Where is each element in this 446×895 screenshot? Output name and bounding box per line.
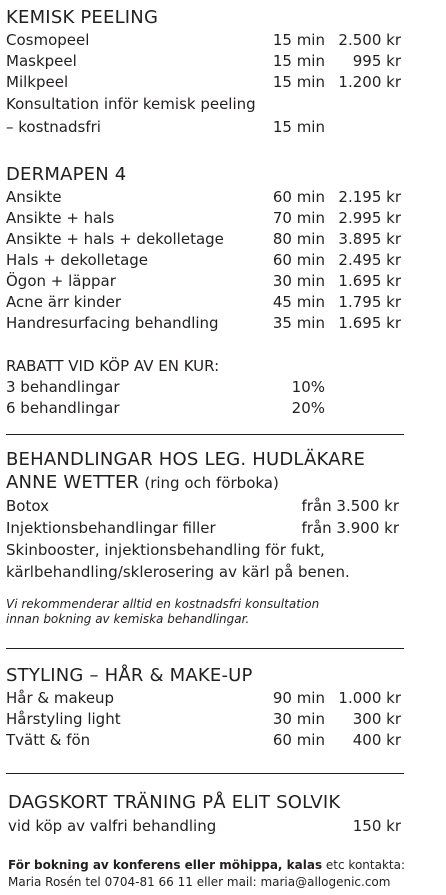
rabatt-heading: RABATT VID KÖP AV EN KUR: — [6, 357, 220, 375]
dermapen-item-name: Hals + dekolletage — [6, 251, 149, 269]
hudlakare-heading-line2 — [6, 472, 279, 493]
dermapen-heading: DERMAPEN 4 — [6, 164, 127, 185]
dermapen-item-time: 70 min — [272, 209, 325, 227]
section-divider — [6, 773, 404, 774]
dermapen-item-time: 30 min — [272, 272, 325, 290]
styling-item-price: 300 kr — [352, 710, 401, 728]
styling-item-name: Tvätt & fön — [6, 731, 91, 749]
hudlakare-item-price: från 3.900 kr — [301, 519, 399, 537]
kemisk-consultation-time: 15 min — [272, 118, 325, 136]
dermapen-item-name: Ansikte + hals — [6, 209, 115, 227]
skinbooster-text: Skinbooster, injektionsbehandling för fukt, — [6, 541, 325, 559]
footer-contact-line2: Maria Rosén tel 0704-81 66 11 eller mail: maria@allogenic.com — [8, 875, 391, 889]
hudlakare-heading: BEHANDLINGAR HOS LEG. HUDLÄKARE — [6, 449, 366, 470]
rabatt-item-name: 6 behandlingar — [6, 399, 120, 417]
hudlakare-item-name: Botox — [6, 497, 49, 515]
kemisk-item-price: 1.200 kr — [338, 73, 401, 91]
footer-bold-text: För bokning av konferens eller möhippa, kalas — [8, 858, 323, 872]
dermapen-item-price: 2.995 kr — [338, 209, 401, 227]
dermapen-item-time: 80 min — [272, 230, 325, 248]
rabatt-item-value: 10% — [291, 378, 325, 396]
styling-item-price: 400 kr — [352, 731, 401, 749]
kemisk-item-time: 15 min — [272, 31, 325, 49]
dermapen-item-price: 1.695 kr — [338, 272, 401, 290]
recommendation-note: Vi rekommenderar alltid en kostnadsfri konsultation — [6, 597, 320, 611]
styling-item-time: 60 min — [272, 731, 325, 749]
dermapen-item-name: Handresurfacing behandling — [6, 314, 219, 332]
dermapen-item-time: 60 min — [272, 188, 325, 206]
hudlakare-booking-note: (ring och förboka) — [144, 474, 279, 492]
hudlakare-doctor-name: ANNE WETTER — [6, 472, 140, 493]
dermapen-item-price: 2.195 kr — [338, 188, 401, 206]
dermapen-item-time: 60 min — [272, 251, 325, 269]
styling-item-name: Hårstyling light — [6, 710, 121, 728]
kemisk-item-name: Cosmopeel — [6, 31, 90, 49]
styling-item-time: 30 min — [272, 710, 325, 728]
styling-item-price: 1.000 kr — [338, 689, 401, 707]
kemisk-item-name: Milkpeel — [6, 73, 69, 91]
styling-item-time: 90 min — [272, 689, 325, 707]
dermapen-item-name: Acne ärr kinder — [6, 293, 122, 311]
section-divider — [6, 434, 404, 435]
hudlakare-item-price: från 3.500 kr — [301, 497, 399, 515]
kemisk-consultation-label: Konsultation inför kemisk peeling — [6, 95, 256, 113]
kemisk-heading: KEMISK PEELING — [6, 7, 159, 28]
kemisk-item-time: 15 min — [272, 52, 325, 70]
dermapen-item-time: 45 min — [272, 293, 325, 311]
dermapen-item-time: 35 min — [272, 314, 325, 332]
dagskort-heading: DAGSKORT TRÄNING PÅ ELIT SOLVIK — [8, 792, 341, 813]
kemisk-item-price: 2.500 kr — [338, 31, 401, 49]
dagskort-item-name: vid köp av valfri behandling — [8, 817, 217, 835]
dermapen-item-price: 2.495 kr — [338, 251, 401, 269]
dermapen-item-price: 3.895 kr — [338, 230, 401, 248]
dermapen-item-name: Ansikte + hals + dekolletage — [6, 230, 224, 248]
footer-rest-text: etc kontakta: — [322, 858, 406, 872]
styling-heading: STYLING – HÅR & MAKE-UP — [6, 665, 253, 686]
hudlakare-item-name: Injektionsbehandlingar filler — [6, 519, 216, 537]
dermapen-item-price: 1.695 kr — [338, 314, 401, 332]
rabatt-item-name: 3 behandlingar — [6, 378, 120, 396]
section-divider — [6, 648, 404, 649]
styling-item-name: Hår & makeup — [6, 689, 115, 707]
kemisk-item-time: 15 min — [272, 73, 325, 91]
rabatt-item-value: 20% — [291, 399, 325, 417]
kemisk-consultation-free: – kostnadsfri — [6, 118, 101, 136]
kemisk-item-name: Maskpeel — [6, 52, 77, 70]
dermapen-item-name: Ansikte — [6, 188, 62, 206]
recommendation-note-line2: innan bokning av kemiska behandlingar. — [6, 612, 250, 626]
dermapen-item-price: 1.795 kr — [338, 293, 401, 311]
dermapen-item-name: Ögon + läppar — [6, 272, 116, 290]
skinbooster-text-line2: kärlbehandling/sklerosering av kärl på benen. — [6, 563, 350, 581]
footer-contact — [8, 858, 405, 872]
kemisk-item-price: 995 kr — [352, 52, 401, 70]
dagskort-item-price: 150 kr — [352, 817, 401, 835]
